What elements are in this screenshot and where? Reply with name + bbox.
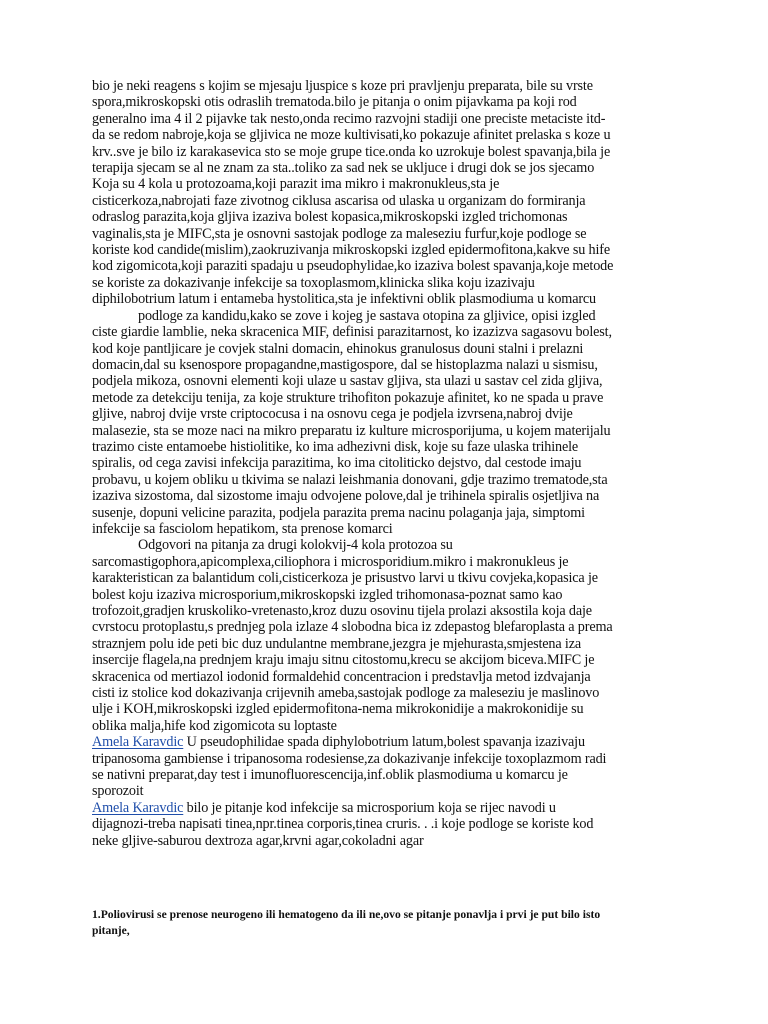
question-heading: 1.Poliovirusi se prenose neurogeno ili hematogeno da ili ne,ovo se pitanje ponavlja i prvi je put bilo isto pitanje,: [92, 908, 601, 937]
document-body: [92, 78, 692, 849]
paragraph-answers: Odgovori na pitanja za drugi kolokvij-4 kola protozoa su sarcomastigophora,apicomplexa,ciliophora i microsporidium.mikro i makronukleus je karakteristican za balantidum coli,cisticerkoza je prisustvo larvi u tkivu covjeka,kopasica je bolest koju izaziva microsporium,mikroskopski izgled trihomonasa-poznat samo kao trofozoit,gradjen kruskoliko-vretenasto,kroz duzu osovinu tijela prolazi aksostila koja daje cvrstocu protoplastu,s prednjeg pola izlaze 4 slobodna bica iz zdepastog blefaroplasta a prema straznjem polu ide peti bic duz undulantne membrane,jezgra je mjehurasta,smjestena iza insercije flagela,na prednjem kraju imaju sitnu citostomu,krecu se akcijom biceva.MIFC je skracenica od mertiazol iodonid formaldehid concentracion i predstavlja metod izdvajanja cisti iz stolice kod dokazivanja crijevnih ameba,sastojak podloge za maleseziu je maslinovo ulje i KOH,mikroskopski izgled epidermofitona-nema mikrokonidije a makrokonidije su oblika malja,hife kod zigomicota su loptaste: [92, 537, 613, 734]
comment-text: U pseudophilidae spada diphylobotrium latum,bolest spavanja izazivaju tripanosoma gambiense i tripanosoma rodesiense,za dokazivanje infekcije toxoplazmom radi se nativni preparat,day test i imunofluorescencija,inf.oblik plasmodiuma u komarcu je sporozoit: [92, 734, 607, 800]
comment-text: bilo je pitanje kod infekcije sa microsporium koja se rijec navodi u dijagnozi-treba napisati tinea,npr.tinea corporis,tinea cruris. . .i koje podloge se koriste kod neke gljive-saburou dextroza agar,krvni agar,cokoladni agar: [92, 799, 594, 849]
comment-paragraph-1: [92, 734, 692, 800]
paragraph-exam-notes: bio je neki reagens s kojim se mjesaju ljuspice s koze pri pravljenju preparata, bile su vrste spora,mikroskopski otis odraslih trematoda.bilo je pitanja o onim pijavkama pa koji rod generalno ima 4 il 2 pijavke tak nesto,onda recimo razvojni stadiji one preciste metaciste itd- da se redom nabroje,koja se gljivica ne moze kultivisati,ko pokazuje afinitet prelaska s koze u krv..sve je bilo iz karakasevica sto se moje grupe tice.onda ko uzrokuje bolest spavanja,bila je terapija sjecam se al ne znam za sta..toliko za sad nek se ukljuce i drugi dok se jos sjecamo Koja su 4 kola u protozoama,koji parazit ima mikro i makronukleus,sta je cisticerkoza,nabrojati faze zivotnog ciklusa ascarisa od ulaska u organizam do formiranja odraslog parazita,koja gljiva izaziva bolest kopasica,mikroskopski izgled trichomonas vaginalis,sta je MIFC,sta je osnovni sastojak podloge za maleseziu furfur,koje podloge se koriste kod candide(mislim),zaokruzivanja mikroskopski izgled epidermofitona,kakve su hife kod zigomicota,koji paraziti spadaju u pseudophylidae,ko izaziva bolest spavanja,koje metode se koriste za dokazivanje infekcije sa toxoplasmom,klinicka slika koju izazivaju diphilobotrium latum i entameba hystolitica,sta je infektivni oblik plasmodiuma u komarcu: [92, 78, 614, 308]
paragraph-exam-questions: podloge za kandidu,kako se zove i kojeg je sastava otopina za gljivice, opisi izgled ciste giardie lamblie, neka skracenica MIF, definisi parazitarnost, ko izazizva sagasovu bolest, kod koje pantljicare je covjek stalni domacin, ehinokus granulosus douni stalni i prelazni domacin,dal su ksenospore propagandne,mastigospore, dal se histoplazma nalazi u sismisu, podjela mikoza, osnovni elementi koji ulaze u sastav gljiva, sta ulazi u sastav cel zida gljiva, metode za detekciju tenija, za koje strukture trihofiton pokazuje afinitet, ko ne spada u prave gljive, nabroj dvije vrste criptococusa i na osnovu cega je podjela izvrsena,nabroj dvije malasezie, sta se moze naci na mikro preparatu iz kulture microsporijuma, u kojem materijalu trazimo ciste entamoebe histiolitike, ko ima adhezivni disk, koje su faze ulaska trihinele spiralis, od cega zavisi infekcija parazitima, ko ima citoliticko dejstvo, dal cestode imaju probavu, u kojem obliku u tkivima se nalazi leishmania donovani, gdje trazimo trematode,sta izaziva sizostoma, dal sizostome imaju odvojene polove,dal je trihinela spiralis osjetljiva na susenje, dopuni velicine parazita, podjela parazita prema nacinu polaganja jaja, simptomi infekcije sa fasciolom hepatikom, sta prenose komarci: [92, 307, 612, 537]
comment-paragraph-2: [92, 800, 692, 849]
author-link[interactable]: Amela Karavdic: [92, 799, 184, 816]
author-link[interactable]: Amela Karavdic: [92, 734, 184, 751]
